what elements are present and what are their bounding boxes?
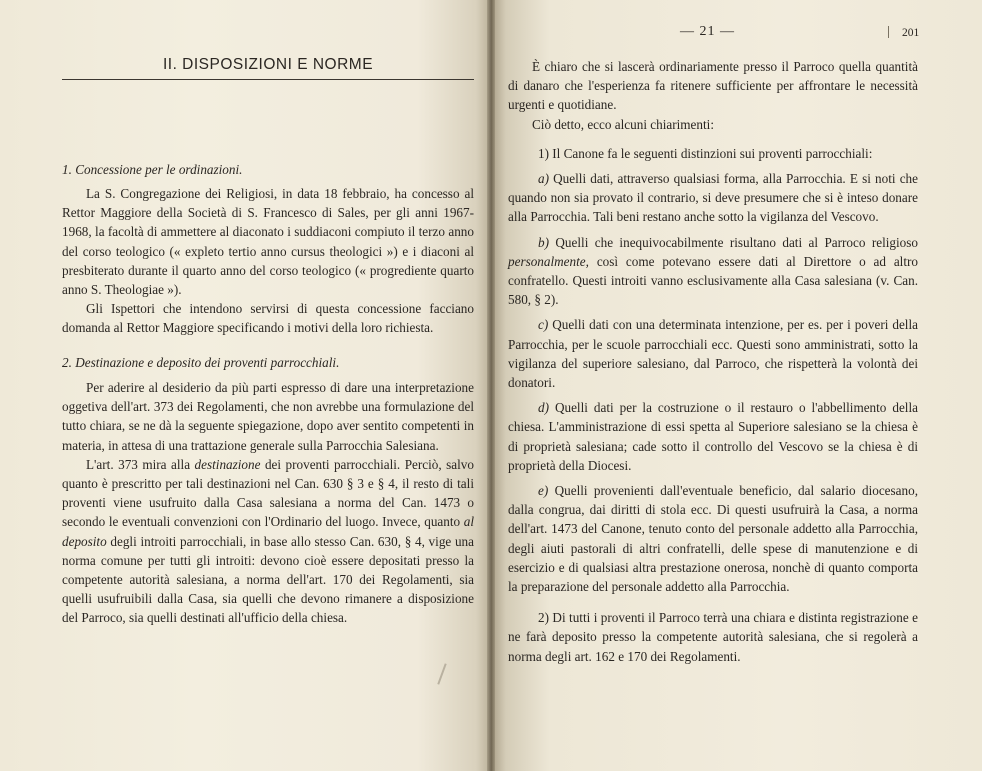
item-label: d): [538, 400, 549, 416]
title-rule: [62, 79, 474, 80]
emphasis-deposito: al deposito: [62, 514, 474, 549]
item-label: a): [538, 171, 549, 187]
paragraph-interpretazione: Per aderire al desiderio da più parti espresso di dare una interpretazione oggetiva dell'art. 373 dei Regolamenti, che non avrebbe una formulazione del tutto chiara, se ne dà la seguente spiegazione, dopo aver sentito competenti in materia, in attesa di una trattazione generale sulla Parrocchia Salesiana.: [62, 380, 474, 453]
folio-tick: [888, 26, 889, 38]
heading-concessione: 1. Concessione per le ordinazioni.: [62, 162, 243, 177]
paragraph-concessione: La S. Congregazione dei Religiosi, in data 18 febbraio, ha concesso al Rettor Maggiore della Società di S. Francesco di Sales, per gli anni 1967-1968, la facoltà di ammettere al diaconato i suddiaconi compiuto il terzo anno del corso teologico (« expleto tertio anno cursus theologici ») e i diaconi al presbiterato durante il quarto anno del corso teologico (« progrediente quarto anno S. Theologiae »).: [62, 186, 474, 298]
book-gutter: [487, 0, 495, 771]
item-d: [508, 398, 918, 475]
text-run: Quelli che inequivocabilmente risultano dati al Parroco religioso: [549, 234, 918, 250]
left-paragraphs-2: [62, 378, 474, 628]
item-label: c): [538, 317, 549, 333]
emphasis-destinazione: destinazione: [194, 456, 261, 472]
left-paragraphs-1: [62, 184, 474, 338]
page-number-center: — 21 —: [680, 24, 735, 39]
paragraph-art-373: [62, 455, 474, 628]
page-number-right: 201: [902, 27, 920, 39]
point-1: 1) Il Canone fa le seguenti distinzioni sui proventi parrocchiali:: [538, 145, 873, 161]
text-run: L'art. 373 mira alla: [86, 456, 195, 472]
text-run: dei proventi parrocchiali. Perciò, salvo quanto è prescritto per tali destinazioni nel Can. 630 § 3 e § 4, il resto di tali proventi viene usufruito dalla Casa salesiana a norma del Can. 1473 o secondo le eventuali convenzioni con l'Ordinario del luogo. Invece, quanto: [62, 456, 474, 530]
paragraph-ispettori: Gli Ispettori che intendono servirsi di questa concessione facciano domanda al Rettor Maggiore specificando i motivi della loro richiesta.: [62, 301, 474, 336]
heading-destinazione: 2. Destinazione e deposito dei proventi parrocchiali.: [62, 355, 340, 370]
right-paragraphs: [508, 57, 918, 666]
item-label: b): [538, 234, 549, 250]
item-a: [508, 169, 918, 227]
emphasis-personalmente: personalmente,: [508, 253, 589, 269]
text-run: così come potevano essere dati al Direttore o ad altro confratello. Questi introiti vanno esclusivamente alla Casa salesiana (v. Can. 580, § 2).: [508, 253, 918, 308]
paragraph-chiarimenti: Ciò detto, ecco alcuni chiarimenti:: [532, 116, 714, 132]
paragraph-chiaro: È chiaro che si lascerà ordinariamente presso il Parroco quella quantità di danaro che l'esperienza fa ritenere sufficiente per affrontare le necessità urgenti e quotidiane.: [508, 59, 918, 113]
text-run: Quelli dati, attraverso qualsiasi forma, alla Parrocchia. E si noti che quando non sia provato il contrario, si deve presumere che si è inteso donare alla Parrocchia. Tali beni restano anche sotto la vigilanza del Vescovo.: [508, 171, 918, 225]
text-run: Quelli dati con una determinata intenzione, per es. per i poveri della Parrocchia, per le scuole parrocchiali ecc. Questi sono amministrati, sotto la vigilanza del superiore salesiano, dal Parroco, che rispetterà la volontà dei donatori.: [508, 317, 918, 391]
text-run: Quelli dati per la costruzione o il restauro o l'abbellimento della chiesa. L'amministrazione di essi spetta al Superiore salesiano se la chiesa è di proprietà salesiana; cade sotto il controllo del Vescovo se la chiesa è di proprietà della Diocesi.: [508, 400, 918, 473]
point-2: 2) Di tutti i proventi il Parroco terrà una chiara e distinta registrazione e ne farà deposito presso la competente autorità salesiana, che si regolerà a norma degli art. 162 e 170 dei Regolamenti.: [508, 610, 918, 664]
text-run: Quelli provenienti dall'eventuale beneficio, dal salario diocesano, dalla congrua, dai diritti di stola ecc. Di questi usufruirà la Casa, a norma dell'art. 1473 del Canone, tenuto conto del personale addetto alla Parrocchia, degli aiuti pastorali di altri confratelli, delle spese di manutenzione e di esercizio e di qualsiasi altra prestazione onerosa, nonchè di quanto comporta la preparazione del personale addetto alla Parrocchia.: [508, 483, 918, 595]
item-label: e): [538, 483, 549, 499]
item-b: [508, 233, 918, 310]
text-run: degli introiti parrocchiali, in base allo stesso Can. 630, § 4, vige una norma comune per tutti gli introiti: devono cioè essere depositati presso la competente autorità salesiana, a norma dell'art. 170 dei Regolamenti, sia quelli usufruibili dalla Casa, sia quelli che devono rimanere a disposizione del Parroco, sia quelli destinati all'ufficio della chiesa.: [62, 533, 474, 626]
item-c: [508, 315, 918, 392]
section-title: II. DISPOSIZIONI E NORME: [162, 56, 374, 73]
item-e: [508, 481, 918, 596]
